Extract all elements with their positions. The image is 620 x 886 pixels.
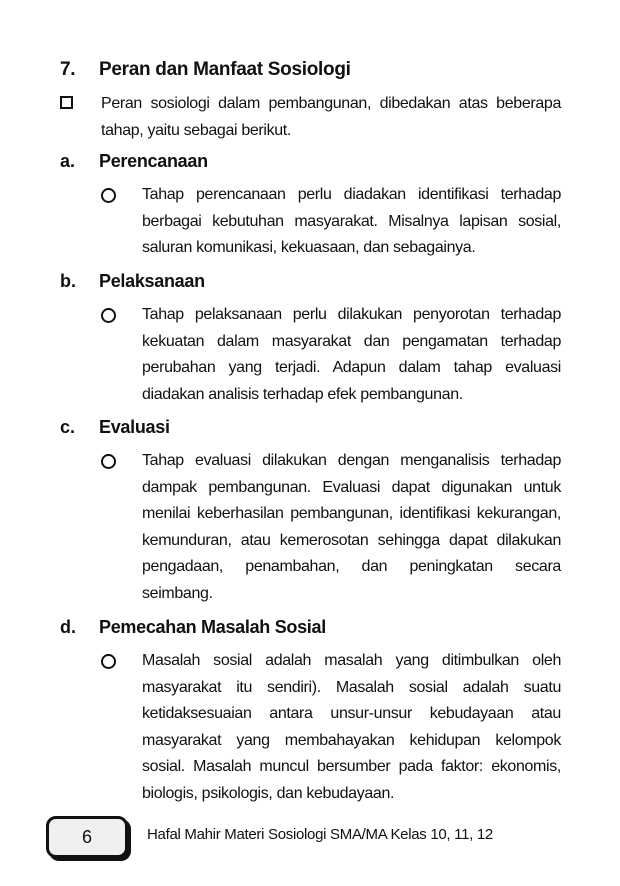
- circle-bullet-icon: [101, 308, 116, 323]
- item-d-title: Pemecahan Masalah Sosial: [99, 617, 326, 637]
- item-b-letter: b.: [60, 271, 76, 291]
- item-a-text: Tahap perencanaan perlu diadakan identifikasi terhadap berbagai kebutuhan masyarakat. Misalnya lapisan sosial, saluran komunikasi, kekuasaan, dan sebagainya.: [142, 186, 561, 256]
- item-b-title: Pelaksanaan: [99, 271, 205, 291]
- item-a-letter: a.: [60, 151, 76, 171]
- circle-bullet-icon: [101, 188, 116, 203]
- circle-bullet-icon: [101, 654, 116, 669]
- item-d-letter: d.: [60, 617, 76, 637]
- page-number-badge: 6: [46, 816, 128, 858]
- item-c-letter: c.: [60, 417, 76, 437]
- item-b-text: Tahap pelaksanaan perlu dilakukan penyorotan terhadap kekuatan dalam masyarakat dan pengamatan terhadap perubahan yang terjadi. Adapun dalam tahap evaluasi diadakan analisis terhadap efek pembangunan.: [142, 306, 561, 403]
- circle-bullet-icon: [101, 454, 116, 469]
- item-c-text: Tahap evaluasi dilakukan dengan menganalisis terhadap dampak pembangunan. Evaluasi dapat digunakan untuk menilai keberhasilan pembangunan, identifikasi kekurangan, kemunduran, atau kemerosotan sehingga dapat dilakukan pengadaan, penambahan, dan peningkatan secara seimbang.: [142, 452, 561, 602]
- section-intro: Peran sosiologi dalam pembangunan, dibedakan atas beberapa tahap, yaitu sebagai berikut.: [101, 95, 561, 139]
- section-number: 7.: [60, 59, 76, 80]
- square-bullet-icon: [60, 96, 73, 109]
- item-d-text: Masalah sosial adalah masalah yang ditimbulkan oleh masyarakat itu sendiri). Masalah sosial adalah suatu ketidaksesuaian antara unsur-unsur kebudayaan atau masyarakat yang membahayakan kehidupan kelompok sosial. Masalah muncul bersumber pada faktor: ekonomis, biologis, psikologis, dan kebudayaan.: [142, 652, 561, 802]
- section-title: Peran dan Manfaat Sosiologi: [99, 59, 351, 80]
- footer-book-title: Hafal Mahir Materi Sosiologi SMA/MA Kelas 10, 11, 12: [147, 826, 493, 843]
- item-c-title: Evaluasi: [99, 417, 170, 437]
- item-a-title: Perencanaan: [99, 151, 208, 171]
